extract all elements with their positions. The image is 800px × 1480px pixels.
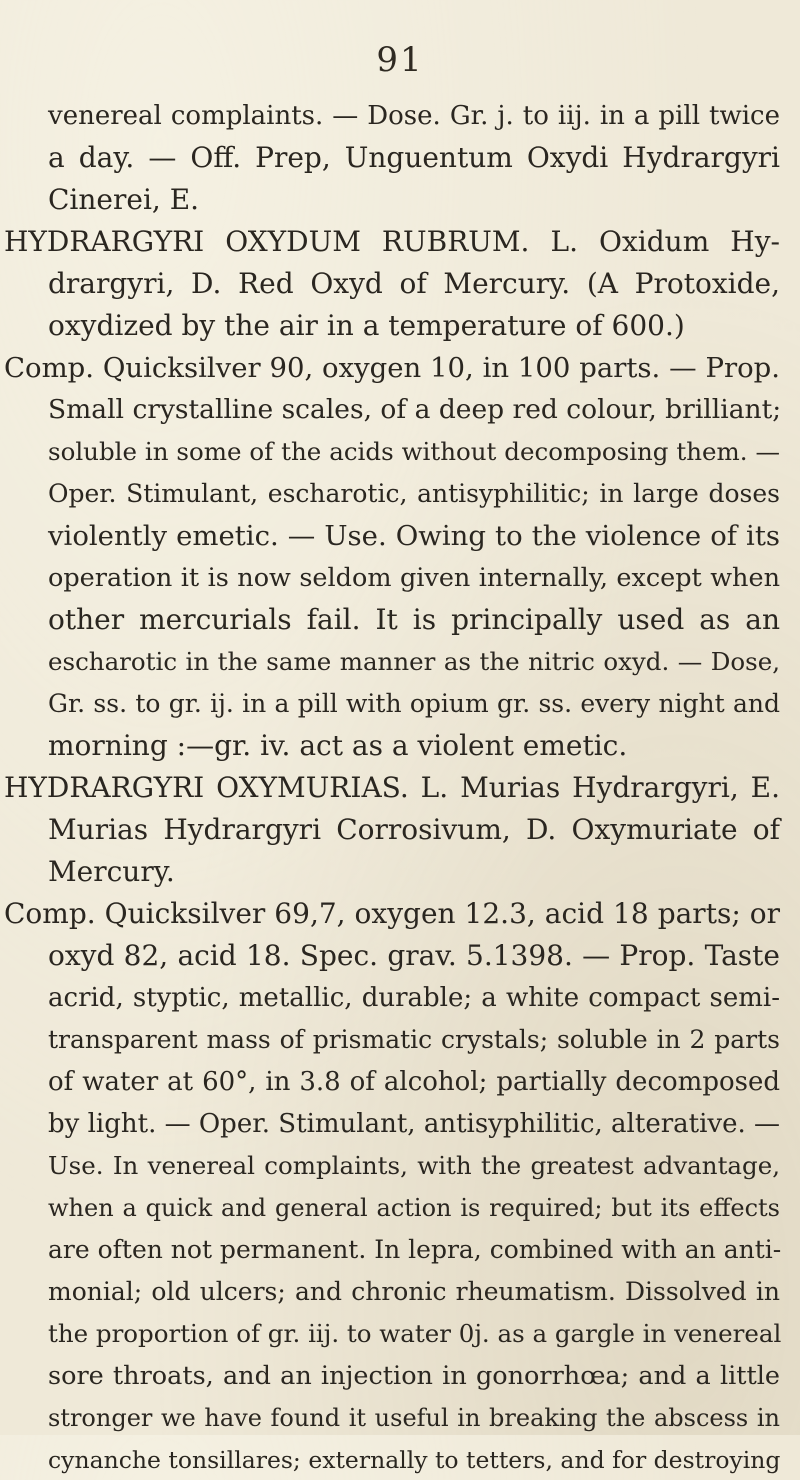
- text-line: other mercurials fail. It is principally used as an: [48, 603, 780, 636]
- text-line: venereal complaints. — Dose. Gr. j. to iij. in a pill twice: [48, 101, 780, 131]
- text-line: Mercury.: [48, 855, 175, 888]
- text-line: stronger we have found it useful in breaking the abscess in: [48, 1404, 780, 1432]
- text-line: are often not permanent. In lepra, combined with an anti-: [48, 1235, 782, 1264]
- text-line: monial; old ulcers; and chronic rheumatism. Dissolved in: [48, 1277, 780, 1306]
- text-line: Comp. Quicksilver 90, oxygen 10, in 100 parts. — Prop.: [4, 352, 780, 384]
- text-line: Small crystalline scales, of a deep red colour, brilliant;: [48, 394, 782, 425]
- text-line: Cinerei, E.: [48, 183, 200, 216]
- text-line: Use. In venereal complaints, with the greatest advantage,: [48, 1151, 780, 1180]
- text-line: escharotic in the same manner as the nitric oxyd. — Dose,: [48, 647, 780, 676]
- text-line: soluble in some of the acids without decomposing them. —: [48, 437, 780, 466]
- text-line: Oper. Stimulant, escharotic, antisyphilitic; in large doses: [48, 479, 780, 508]
- text-line: violently emetic. — Use. Owing to the violence of its: [48, 520, 780, 552]
- entry-heading-line: HYDRARGYRI OXYMURIAS. L. Murias Hydrargyri, E.: [4, 771, 780, 804]
- text-line: Gr. ss. to gr. ij. in a pill with opium gr. ss. every night and: [48, 689, 780, 718]
- text-line: transparent mass of prismatic crystals; soluble in 2 parts: [48, 1025, 780, 1054]
- text-line: of water at 60°, in 3.8 of alcohol; partially decomposed: [48, 1067, 780, 1097]
- text-line: a day. — Off. Prep, Unguentum Oxydi Hydrargyri: [48, 141, 780, 174]
- entry-heading-line: HYDRARGYRI OXYDUM RUBRUM. L. Oxidum Hy-: [4, 225, 780, 258]
- page-number: 91: [376, 40, 424, 80]
- text-line: drargyri, D. Red Oxyd of Mercury. (A Protoxide,: [48, 267, 780, 300]
- text-line: oxyd 82, acid 18. Spec. grav. 5.1398. — Prop. Taste: [48, 939, 780, 972]
- text-line: Murias Hydrargyri Corrosivum, D. Oxymuriate of: [48, 813, 780, 846]
- text-line: operation it is now seldom given internally, except when: [48, 563, 780, 593]
- text-line: morning :—gr. iv. act as a violent emetic.: [48, 729, 628, 762]
- text-line: oxydized by the air in a temperature of 600.): [48, 309, 685, 342]
- text-line: when a quick and general action is required; but its effects: [48, 1194, 780, 1222]
- text-line: by light. — Oper. Stimulant, antisyphilitic, alterative. —: [48, 1109, 780, 1139]
- text-line: the proportion of gr. iij. to water 0j. as a gargle in venereal: [48, 1319, 782, 1348]
- text-line: acrid, styptic, metallic, durable; a white compact semi-: [48, 983, 780, 1013]
- text-line: Comp. Quicksilver 69,7, oxygen 12.3, acid 18 parts; or: [4, 897, 780, 930]
- text-line: sore throats, and an injection in gonorrhœa; and a little: [48, 1361, 780, 1391]
- text-line: cynanche tonsillares; externally to tetters, and for destroying: [48, 1446, 781, 1474]
